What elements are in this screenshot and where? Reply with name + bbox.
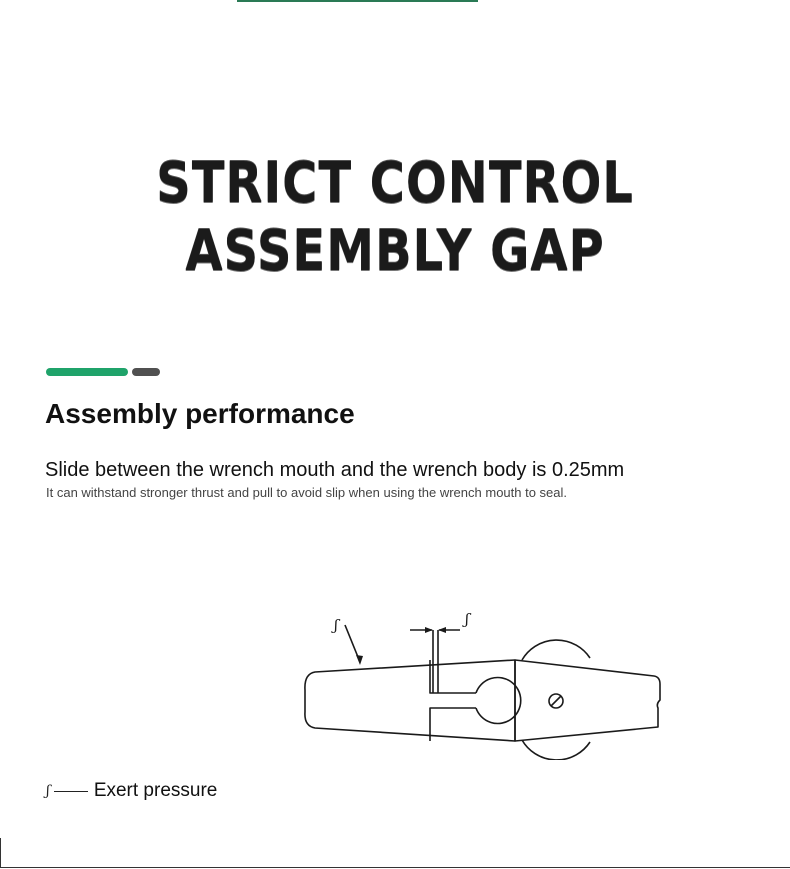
- accent-bar-green: [46, 368, 128, 376]
- frame-bottom-edge: [0, 867, 790, 868]
- legend-dash: [54, 791, 88, 792]
- gap-arrowhead-left: [425, 627, 433, 633]
- gap-arrowhead-right: [438, 627, 446, 633]
- headline-line-2: ASSEMBLY GAP: [185, 219, 605, 284]
- wrench-disc-top: [522, 640, 590, 660]
- top-accent-line: [237, 0, 478, 2]
- headline: [55, 150, 734, 286]
- screw-slot: [551, 696, 561, 706]
- section-description: Slide between the wrench mouth and the wrench body is 0.25mm: [45, 459, 625, 481]
- leader-arrowhead: [356, 655, 363, 665]
- wrench-disc-bottom: [522, 740, 590, 760]
- section-title: Assembly performance: [45, 398, 355, 429]
- wrench-jaw: [305, 660, 515, 741]
- wrench-bore: [476, 678, 521, 724]
- diagram-label-pressure: ʃ: [334, 616, 339, 634]
- wrench-body: [515, 660, 660, 741]
- section-detail: It can withstand stronger thrust and pull to avoid slip when using the wrench mouth to seal.: [46, 485, 568, 500]
- legend-symbol: ʃ: [46, 783, 50, 799]
- accent-bar-gray: [132, 368, 160, 376]
- wrench-diagram: [300, 600, 670, 760]
- legend-text: Exert pressure: [93, 780, 218, 801]
- headline-line-1: STRICT CONTROL: [156, 151, 634, 216]
- frame-left-edge: [0, 838, 1, 868]
- legend: [46, 778, 217, 804]
- diagram-label-gap: ʃ: [465, 610, 470, 628]
